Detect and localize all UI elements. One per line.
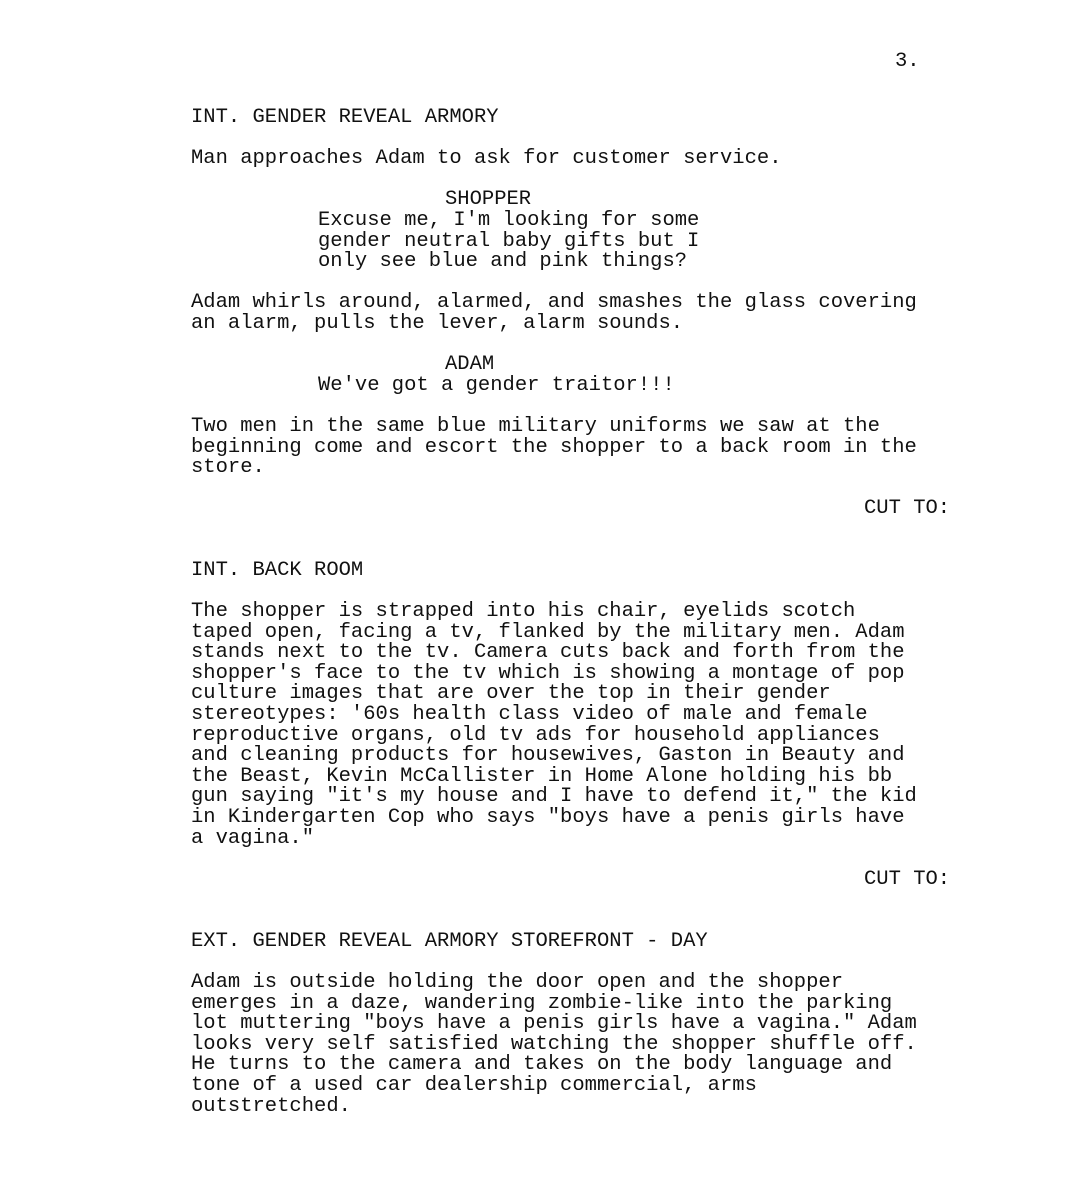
scene-heading: INT. BACK ROOM: [191, 559, 364, 582]
character-name: SHOPPER: [445, 188, 532, 211]
page-number: 3.: [895, 50, 920, 73]
action-text: Man approaches Adam to ask for customer service.: [191, 147, 782, 170]
dialogue-text: We've got a gender traitor!!!: [318, 374, 675, 397]
action-text: Adam whirls around, alarmed, and smashes the glass covering an alarm, pulls the lever, alarm sounds.: [191, 291, 917, 335]
dialogue-text: Excuse me, I'm looking for some gender neutral baby gifts but I only see blue and pink things?: [318, 209, 700, 274]
action-text: Two men in the same blue military uniforms we saw at the beginning come and escort the shopper to a back room in the store.: [191, 415, 917, 480]
character-name: ADAM: [445, 353, 495, 376]
scene-heading: EXT. GENDER REVEAL ARMORY STOREFRONT - DAY: [191, 930, 708, 953]
action-text: Adam is outside holding the door open and the shopper emerges in a daze, wandering zombie-like into the parking lot muttering "boys have a penis girls have a vagina." Adam looks very self satisfied watching the shopper shuffle off. He turns to the camera and takes on the body language and tone of a used car dealership commercial, arms outstretched.: [191, 971, 917, 1118]
transition: CUT TO:: [864, 497, 951, 520]
transition: CUT TO:: [864, 868, 951, 891]
scene-heading: INT. GENDER REVEAL ARMORY: [191, 106, 499, 129]
action-text: The shopper is strapped into his chair, eyelids scotch taped open, facing a tv, flanked by the military men. Adam stands next to the tv. Camera cuts back and forth from the shopper's face to the tv which is showing a montage of pop culture images that are over the top in their gender stereotypes: '60s health class video of male and female reproductive organs, old tv ads for household appliances and cleaning products for housewives, Gaston in Beauty and the Beast, Kevin McCallister in Home Alone holding his bb gun saying "it's my house and I have to defend it," the kid in Kindergarten Cop who says "boys have a penis girls have a vagina.": [191, 600, 917, 850]
